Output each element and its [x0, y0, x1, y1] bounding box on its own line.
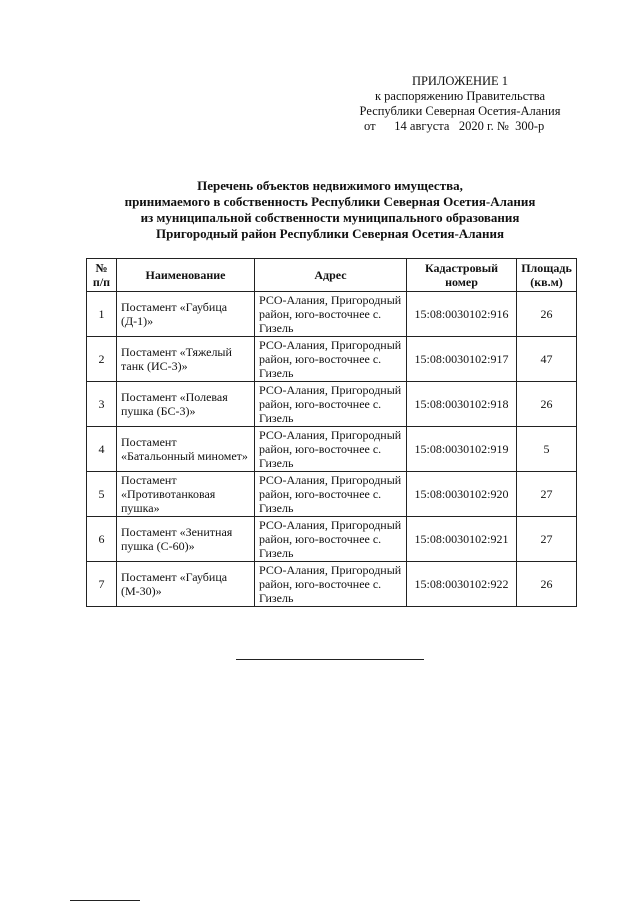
row-name: Постамент «Полевая пушка (БС-3)»: [117, 382, 255, 427]
table-body: [87, 292, 577, 607]
row-number: 3: [87, 382, 117, 427]
row-address: РСО-Алания, Пригородный район, юго-восточнее с. Гизель: [255, 562, 407, 607]
row-cadastral: 15:08:0030102:917: [407, 337, 517, 382]
row-name: Постамент «Зенитная пушка (С-60)»: [117, 517, 255, 562]
property-table: [86, 258, 577, 607]
table-row: [87, 517, 577, 562]
table-row: [87, 337, 577, 382]
row-address: РСО-Алания, Пригородный район, юго-восточнее с. Гизель: [255, 427, 407, 472]
row-cadastral: 15:08:0030102:921: [407, 517, 517, 562]
row-area: 27: [517, 517, 577, 562]
table-header-row: [87, 259, 577, 292]
row-area: 47: [517, 337, 577, 382]
row-number: 4: [87, 427, 117, 472]
header-cadastral: Кадастровый номер: [407, 259, 517, 292]
table-row: [87, 292, 577, 337]
appendix-government: Республики Северная Осетия-Алания: [359, 104, 561, 118]
row-cadastral: 15:08:0030102:918: [407, 382, 517, 427]
table-row: [87, 562, 577, 607]
signature-rule: [236, 659, 424, 660]
appendix-header: [340, 74, 580, 134]
row-address: РСО-Алания, Пригородный район, юго-восточнее с. Гизель: [255, 292, 407, 337]
row-number: 5: [87, 472, 117, 517]
row-address: РСО-Алания, Пригородный район, юго-восточнее с. Гизель: [255, 337, 407, 382]
row-area: 27: [517, 472, 577, 517]
title-line-2: принимаемого в собственность Республики Северная Осетия-Алания: [124, 194, 536, 209]
row-number: 1: [87, 292, 117, 337]
title-line-1: Перечень объектов недвижимого имущества,: [197, 178, 463, 193]
header-area: Площадь (кв.м): [517, 259, 577, 292]
table-row: [87, 472, 577, 517]
row-area: 5: [517, 427, 577, 472]
title-line-4: Пригородный район Республики Северная Осетия-Алания: [155, 226, 505, 241]
row-name: Постамент «Гаубица (Д-1)»: [117, 292, 255, 337]
row-address: РСО-Алания, Пригородный район, юго-восточнее с. Гизель: [255, 382, 407, 427]
appendix-date-number: от 14 августа 2020 г. № 300-р: [364, 119, 545, 133]
row-cadastral: 15:08:0030102:916: [407, 292, 517, 337]
row-name: Постамент «Гаубица (М-30)»: [117, 562, 255, 607]
document-title: [70, 178, 590, 242]
row-address: РСО-Алания, Пригородный район, юго-восточнее с. Гизель: [255, 517, 407, 562]
row-name: Постамент «Тяжелый танк (ИС-3)»: [117, 337, 255, 382]
row-name: Постамент «Противотанковая пушка»: [117, 472, 255, 517]
header-name: Наименование: [117, 259, 255, 292]
row-number: 6: [87, 517, 117, 562]
row-area: 26: [517, 562, 577, 607]
table-row: [87, 427, 577, 472]
row-area: 26: [517, 382, 577, 427]
header-num: № п/п: [87, 259, 117, 292]
appendix-order-ref: к распоряжению Правительства: [374, 89, 545, 103]
appendix-title: ПРИЛОЖЕНИЕ 1: [411, 74, 509, 88]
row-cadastral: 15:08:0030102:919: [407, 427, 517, 472]
row-cadastral: 15:08:0030102:922: [407, 562, 517, 607]
row-address: РСО-Алания, Пригородный район, юго-восточнее с. Гизель: [255, 472, 407, 517]
footnote-rule: [70, 900, 140, 901]
row-number: 2: [87, 337, 117, 382]
table-row: [87, 382, 577, 427]
header-address: Адрес: [255, 259, 407, 292]
row-area: 26: [517, 292, 577, 337]
row-cadastral: 15:08:0030102:920: [407, 472, 517, 517]
title-line-3: из муниципальной собственности муниципального образования: [140, 210, 520, 225]
row-number: 7: [87, 562, 117, 607]
row-name: Постамент «Батальонный миномет»: [117, 427, 255, 472]
